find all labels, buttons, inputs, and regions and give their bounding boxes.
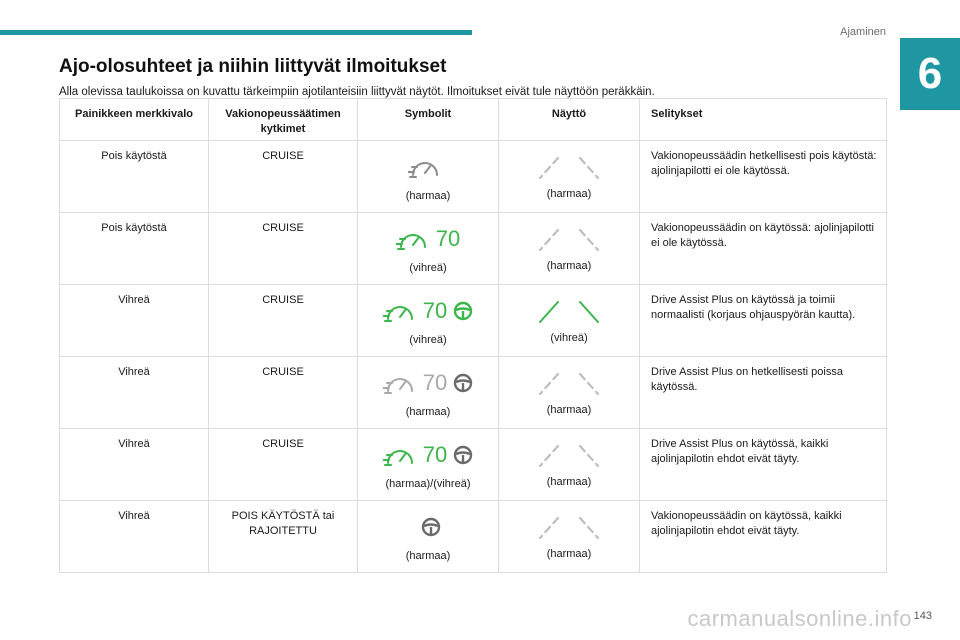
table-header-row xyxy=(60,99,887,141)
explanation-cell: Vakionopeussäädin on käytössä: ajolinjapilotti ei ole käytössä. xyxy=(640,213,887,285)
cruise-speedometer-icon xyxy=(408,153,442,181)
steering-wheel-icon xyxy=(453,445,473,465)
explanation-cell: Drive Assist Plus on hetkellisesti poissa käytössä. xyxy=(640,357,887,429)
cruise-switch-cell: CRUISE xyxy=(209,285,358,357)
lane-markings-icon xyxy=(505,229,633,251)
lane-marking-left-icon xyxy=(538,373,560,395)
lane-marking-right-icon xyxy=(578,373,600,395)
cruise-switch-cell: POIS KÄYTÖSTÄ tai RAJOITETTU xyxy=(209,501,358,573)
lane-marking-left-icon xyxy=(538,229,560,251)
symbol-group xyxy=(364,511,492,543)
lane-marking-left-icon xyxy=(538,517,560,539)
display-cell xyxy=(499,357,640,429)
lane-markings-icon xyxy=(505,517,633,539)
explanation-cell: Drive Assist Plus on käytössä, kaikki ajolinjapilotin ehdot eivät täyty. xyxy=(640,429,887,501)
steering-wheel-icon xyxy=(453,301,473,321)
symbol-group xyxy=(364,367,492,399)
cruise-speedometer-icon xyxy=(383,441,417,469)
table-row xyxy=(60,357,887,429)
intro-text: Alla olevissa taulukoissa on kuvattu tärkeimpiin ajotilanteisiin liittyvät näytöt. Ilmoitukset eivät tule näyttöön peräkkäin. xyxy=(59,86,655,98)
status-table xyxy=(59,98,887,573)
indicator-light-cell: Vihreä xyxy=(60,357,209,429)
display-color-caption: (harmaa) xyxy=(546,548,592,560)
section-label: Ajaminen xyxy=(840,26,886,38)
symbol-color-caption: (harmaa) xyxy=(405,406,451,418)
indicator-light-cell: Pois käytöstä xyxy=(60,141,209,213)
header-cruise-switches: Vakionopeussäätimen kytkimet xyxy=(209,99,358,141)
speed-value: 70 xyxy=(435,226,461,251)
display-color-caption: (harmaa) xyxy=(546,476,592,488)
speed-value: 70 xyxy=(422,442,448,467)
display-cell xyxy=(499,429,640,501)
lane-marking-left-icon xyxy=(538,157,560,179)
lane-marking-right-icon xyxy=(578,157,600,179)
page-number: 143 xyxy=(913,610,932,622)
symbol-group xyxy=(364,295,492,327)
display-cell xyxy=(499,213,640,285)
steering-wheel-icon xyxy=(421,517,441,537)
display-color-caption: (vihreä) xyxy=(550,332,588,344)
symbol-color-caption: (harmaa) xyxy=(405,550,451,562)
indicator-light-cell: Vihreä xyxy=(60,501,209,573)
lane-markings-icon xyxy=(505,445,633,467)
table-row xyxy=(60,429,887,501)
speed-value: 70 xyxy=(422,298,448,323)
lane-marking-left-icon xyxy=(538,445,560,467)
cruise-speedometer-icon xyxy=(383,369,417,397)
display-color-caption: (harmaa) xyxy=(546,404,592,416)
table-row xyxy=(60,141,887,213)
symbol-group xyxy=(364,223,492,255)
lane-marking-right-icon xyxy=(578,445,600,467)
symbols-cell xyxy=(358,429,499,501)
cruise-switch-cell: CRUISE xyxy=(209,141,358,213)
header-symbols: Symbolit xyxy=(358,99,499,141)
indicator-light-cell: Pois käytöstä xyxy=(60,213,209,285)
display-cell xyxy=(499,141,640,213)
symbol-color-caption: (vihreä) xyxy=(409,334,447,346)
cruise-switch-cell: CRUISE xyxy=(209,357,358,429)
indicator-light-cell: Vihreä xyxy=(60,285,209,357)
speed-value: 70 xyxy=(422,370,448,395)
lane-markings-icon xyxy=(505,301,633,323)
lane-marking-right-icon xyxy=(578,229,600,251)
lane-markings-icon xyxy=(505,157,633,179)
symbols-cell xyxy=(358,141,499,213)
cruise-speedometer-icon xyxy=(383,297,417,325)
cruise-switch-cell: CRUISE xyxy=(209,213,358,285)
display-color-caption: (harmaa) xyxy=(546,188,592,200)
symbol-color-caption: (vihreä) xyxy=(409,262,447,274)
symbol-group xyxy=(364,151,492,183)
lane-marking-right-icon xyxy=(578,301,600,323)
explanation-cell: Drive Assist Plus on käytössä ja toimii normaalisti (korjaus ohjauspyörän kautta). xyxy=(640,285,887,357)
symbols-cell xyxy=(358,285,499,357)
symbols-cell xyxy=(358,213,499,285)
symbols-cell xyxy=(358,357,499,429)
display-cell xyxy=(499,285,640,357)
header-accent-bar xyxy=(0,30,472,35)
lane-marking-right-icon xyxy=(578,517,600,539)
watermark: carmanualsonline.info xyxy=(687,606,912,631)
chapter-tab: 6 xyxy=(900,38,960,110)
cruise-switch-cell: CRUISE xyxy=(209,429,358,501)
symbol-color-caption: (harmaa) xyxy=(405,190,451,202)
header-indicator-light: Painikkeen merkkivalo xyxy=(60,99,209,141)
symbol-color-caption: (harmaa)/(vihreä) xyxy=(385,478,471,490)
explanation-cell: Vakionopeussäädin hetkellisesti pois käytöstä: ajolinjapilotti ei ole käytössä. xyxy=(640,141,887,213)
page-title: Ajo-olosuhteet ja niihin liittyvät ilmoitukset xyxy=(59,56,447,77)
table-row xyxy=(60,501,887,573)
lane-markings-icon xyxy=(505,373,633,395)
table-row xyxy=(60,285,887,357)
table-row xyxy=(60,213,887,285)
cruise-speedometer-icon xyxy=(396,225,430,253)
display-color-caption: (harmaa) xyxy=(546,260,592,272)
explanation-cell: Vakionopeussäädin on käytössä, kaikki ajolinjapilotin ehdot eivät täyty. xyxy=(640,501,887,573)
steering-wheel-icon xyxy=(453,373,473,393)
symbol-group xyxy=(364,439,492,471)
indicator-light-cell: Vihreä xyxy=(60,429,209,501)
display-cell xyxy=(499,501,640,573)
header-display: Näyttö xyxy=(499,99,640,141)
header-explanations: Selitykset xyxy=(640,99,887,141)
lane-marking-left-icon xyxy=(538,301,560,323)
symbols-cell xyxy=(358,501,499,573)
